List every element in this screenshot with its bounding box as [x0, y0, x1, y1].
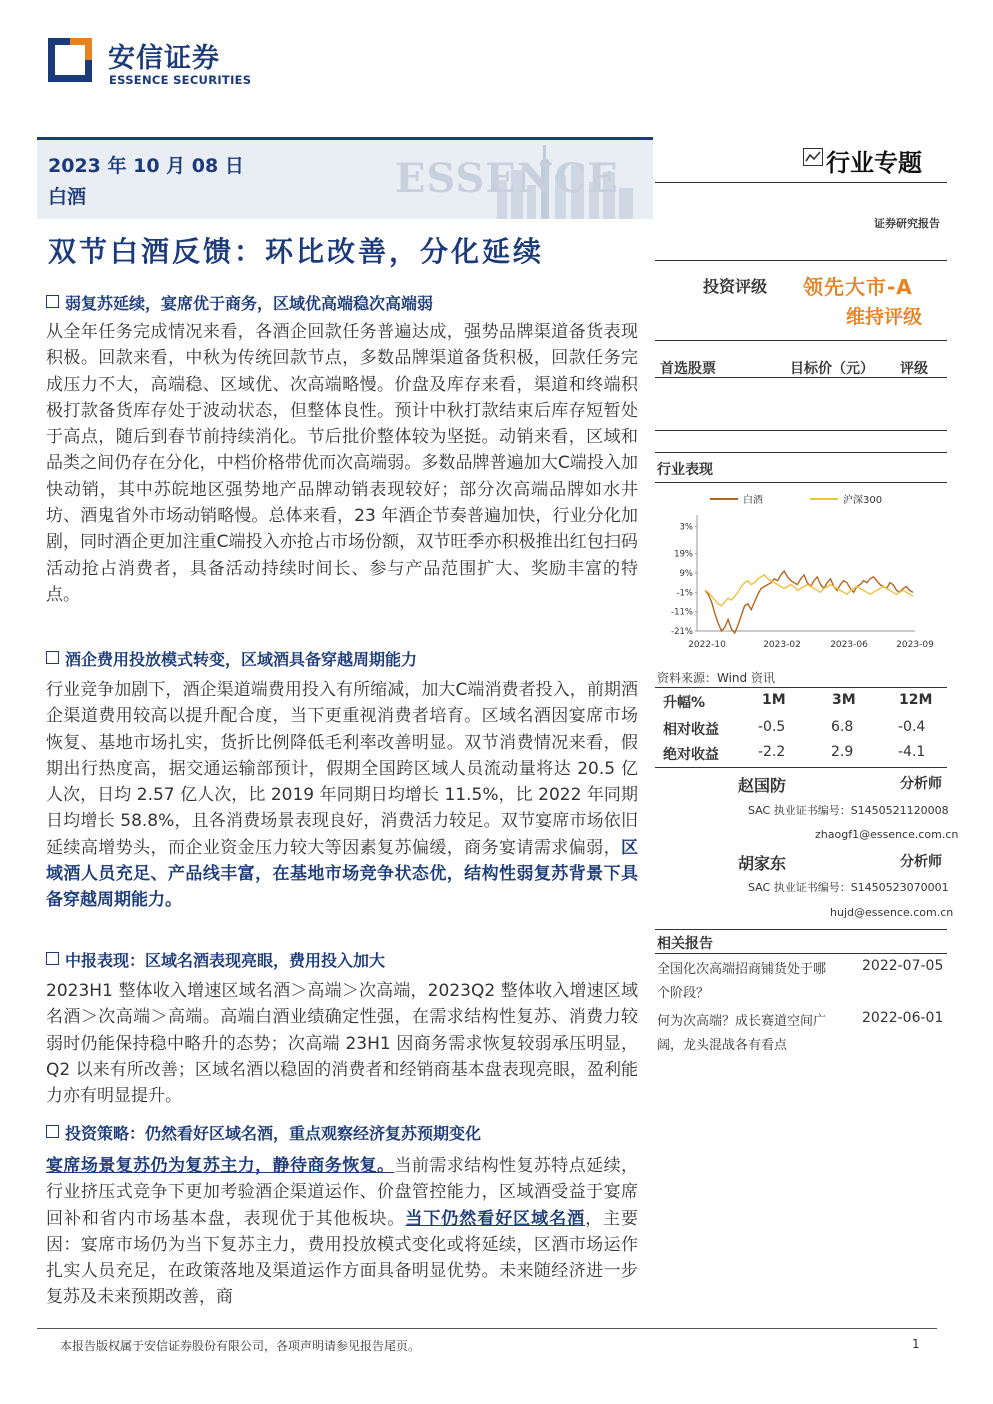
- section-text-4a: 当前需求结构性复苏特点延续，行业挤压式竞争下更加考验酒企渠道运作、价盘管控能力，区域酒受益于宴席回补和省内市场基本盘，表现优于其他板块。: [46, 1156, 638, 1229]
- perf-cell: 6.8: [831, 719, 854, 735]
- logo-en: ESSENCE SECURITIES: [109, 73, 252, 87]
- divider: [655, 452, 947, 453]
- section-text-1: 从全年任务完成情况来看，各酒企回款任务普遍达成，强势品牌渠道备货表现积极。回款来看，中秋为传统回款节点，多数品牌渠道备货积极，回款任务完成压力不大，高端稳、区域优、次高端略慢。价盘及库存来看，渠道和终端积极打款备货库存处于波动状态，但整体良性。预计中秋打款结束后库存短暂处于高点，随后到春节前持续消化。节后批价整体较为坚挺。动销来看，区域和品类之间仍存在分化，中档价格带优而次高端弱。多数品牌普遍加大C端投入加快动销，其中苏皖地区强势地产品牌动销表现较好；部分次高端品牌如水井坊、酒鬼省外市场动销略慢。总体来看，23 年酒企节奏普遍加快，行业分化加剧，同时酒企更加注重C端投入亦抢占市场份额，双节旺季亦积极推出红包扫码活动抢占消费者，具备活动持续时间长、参与产品范围扩大、奖励丰富的特点。: [46, 322, 638, 605]
- perf-cell: -4.1: [898, 744, 926, 760]
- perf-table-header: 升幅%: [663, 695, 706, 711]
- section-text-4b: ，主要因：宴席市场仍为当下复苏主力，费用投放模式变化或将延续，区酒市场运作扎实人员充足，在政策落地及渠道运作方面具备明显优势。未来随经济进一步复苏及未来预期改善，商: [46, 1208, 638, 1308]
- section-heading-text: 酒企费用投放模式转变，区域酒具备穿越周期能力: [65, 650, 418, 669]
- chart-source: 资料来源：Wind 资讯: [657, 671, 775, 685]
- report-type: 行业专题: [826, 149, 922, 177]
- perf-heading: 行业表现: [657, 462, 713, 478]
- analyst-role: 分析师: [900, 776, 942, 792]
- industry-performance-chart: [655, 485, 945, 660]
- y-tick-label: 19%: [674, 549, 693, 560]
- company-logo-icon: [48, 38, 92, 82]
- perf-table-header: 12M: [899, 692, 933, 708]
- section-heading-4: [46, 1121, 481, 1144]
- y-tick-label: -1%: [676, 588, 693, 599]
- analyst-email: hujd@essence.com.cn: [830, 906, 954, 919]
- divider: [655, 929, 947, 930]
- perf-table-header: 3M: [832, 692, 856, 708]
- page-number: 1: [912, 1337, 920, 1351]
- footer-divider: [37, 1328, 937, 1329]
- banner-watermark: ESSENCE: [395, 155, 619, 202]
- section-heading-3: [46, 948, 385, 971]
- industry-label: 白酒: [48, 186, 87, 208]
- series-line-白酒: [705, 571, 913, 633]
- analyst-email: zhaogf1@essence.com.cn: [815, 828, 959, 841]
- section-heading-1: [46, 291, 433, 314]
- x-tick-label: 2023-02: [763, 640, 801, 650]
- stock-col-2: 目标价（元）: [790, 361, 874, 377]
- report-sub: 证券研究报告: [874, 217, 940, 230]
- y-tick-label: 3%: [679, 522, 693, 533]
- logo-cn: 安信证券: [108, 43, 220, 74]
- footer-text: 本报告版权属于安信证券股份有限公司，各项声明请参见报告尾页。: [60, 1339, 421, 1353]
- section-heading-text: 投资策略：仍然看好区域名酒，重点观察经济复苏预期变化: [65, 1124, 482, 1143]
- divider: [655, 767, 947, 768]
- stock-col-1: 首选股票: [660, 361, 716, 377]
- perf-cell: -0.5: [758, 719, 786, 735]
- x-tick-label: 2023-09: [896, 640, 934, 650]
- section-text-3: 2023H1 整体收入增速区域名酒＞高端＞次高端，2023Q2 整体收入增速区域名酒＞次高端＞高端。高端白酒业绩确定性强，在需求结构性复苏、消费力较弱时仍能保持稳中略升的态势；次高端 23H1 因商务需求恢复较弱承压明显，Q2 以来有所改善；区域名酒以稳固的消费者和经销商基本盘表现亮眼，盈利能力亦有明显提升。: [46, 981, 638, 1107]
- related-report-date: 2022-06-01: [862, 1010, 944, 1026]
- rating-value: 领先大市-A: [803, 275, 913, 299]
- perf-cell: 2.9: [831, 744, 854, 760]
- x-tick-label: 2023-06: [830, 640, 868, 650]
- legend-label: 沪深300: [843, 495, 883, 506]
- related-report-link[interactable]: 何为次高端？成长赛道空间广阔，龙头混战各有看点: [657, 1014, 827, 1053]
- section-marker-icon: [46, 651, 59, 664]
- related-heading: 相关报告: [657, 936, 713, 952]
- y-tick-label: 9%: [679, 569, 693, 579]
- series-line-沪深300: [705, 575, 913, 606]
- divider: [655, 687, 947, 688]
- section-text-2b: 区域酒人员充足、产品线丰富，在基地市场竞争状态优，结构性弱复苏背景下具备穿越周期能力。: [46, 837, 638, 911]
- analyst-name: 赵国防: [738, 776, 787, 795]
- analyst-role: 分析师: [900, 854, 942, 870]
- divider: [655, 953, 947, 954]
- section-heading-2: [46, 647, 417, 670]
- section-marker-icon: [46, 1125, 59, 1138]
- perf-cell: -2.2: [758, 744, 786, 760]
- y-tick-label: -11%: [671, 607, 693, 618]
- analyst-name: 胡家东: [738, 854, 787, 873]
- related-report-date: 2022-07-05: [862, 958, 944, 974]
- section-heading-text: 中报表现：区域名酒表现亮眼，费用投入加大: [65, 951, 386, 970]
- analyst-cert: SAC 执业证书编号：S1450523070001: [748, 881, 949, 894]
- section-text-4-emph2: 当下仍然看好区域名酒: [405, 1208, 586, 1229]
- page-title: 双节白酒反馈：环比改善，分化延续: [48, 235, 545, 268]
- divider: [655, 182, 947, 183]
- section-marker-icon: [46, 952, 59, 965]
- rating-keep: 维持评级: [846, 306, 923, 328]
- legend-label: 白酒: [743, 495, 763, 506]
- perf-cell: -0.4: [898, 719, 926, 735]
- x-tick-label: 2022-10: [688, 640, 726, 650]
- section-text-2a: 行业竞争加剧下，酒企渠道端费用投入有所缩减，加大C端消费者投入，前期酒企渠道费用较高以提升配合度，当下更重视消费者培育。区域名酒因宴席市场恢复、基地市场扎实，货折比例降低毛利率改善明显。双节消费情况来看，假期出行热度高，据交通运输部预计，假期全国跨区域人员流动量将达 20.5 亿人次，日均 2.57 亿人次，比 2019 年同期日均增长 11.5%，比 2022 年同期日均增长 58.8%，且各消费场景表现良好，消费活力较足。双节宴席市场依旧延续高增势头，而企业资金压力较大等因素复苏偏缓，商务宴请需求偏弱，: [46, 680, 638, 858]
- section-heading-text: 弱复苏延续，宴席优于商务，区域优高端稳次高端弱: [65, 294, 434, 313]
- related-report-link[interactable]: 全国化次高端招商铺货处于哪个阶段？: [657, 962, 827, 1001]
- perf-row-label: 相对收益: [663, 722, 719, 738]
- section-text-4: [46, 1153, 638, 1311]
- divider: [655, 430, 947, 431]
- analyst-cert: SAC 执业证书编号：S1450521120008: [748, 804, 949, 817]
- report-date: 2023 年 10 月 08 日: [48, 155, 244, 177]
- y-tick-label: -21%: [671, 627, 693, 637]
- divider: [655, 482, 947, 483]
- divider: [655, 377, 947, 378]
- rating-label: 投资评级: [703, 277, 768, 296]
- stock-col-3: 评级: [900, 361, 928, 377]
- perf-table-header: 1M: [762, 692, 786, 708]
- section-text-4-emph1: 宴席场景复苏仍为复苏主力，静待商务恢复。: [46, 1156, 395, 1176]
- chart-icon: [803, 148, 823, 166]
- divider: [655, 340, 947, 341]
- divider: [655, 260, 947, 261]
- perf-row-label: 绝对收益: [663, 747, 719, 763]
- section-text-2: [46, 677, 638, 914]
- section-marker-icon: [46, 295, 59, 308]
